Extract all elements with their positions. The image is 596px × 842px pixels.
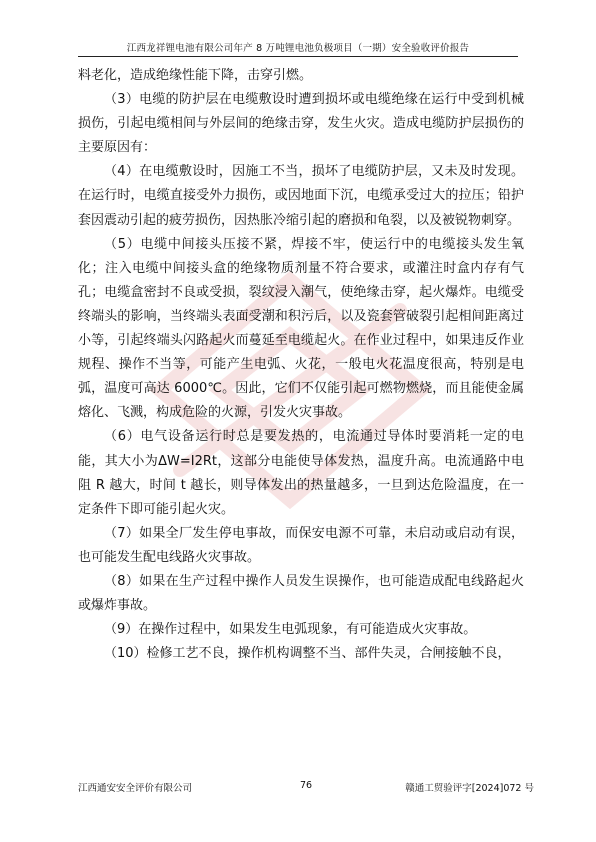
- paragraph: （3）电缆的防护层在电缆敷设时遭到损坏或电缆绝缘在运行中受到机械损伤，引起电缆相间与外层间的绝缘击穿，发生火灾。造成电缆防护层损伤的主要原因有：: [78, 92, 524, 156]
- paragraph: 料老化，造成绝缘性能下降，击穿引燃。: [78, 68, 313, 83]
- paragraph: （4）在电缆敷设时，因施工不当，损坏了电缆防护层，又未及时发现。在运行时，电缆直接受外力损伤，或因地面下沉，电缆承受过大的拉压；铅护套因震动引起的疲劳损伤，因热胀冷缩引起的磨损和龟裂，以及被锐物刺穿。: [78, 164, 524, 228]
- body-text: [78, 64, 524, 666]
- page-number: 76: [299, 780, 313, 791]
- paragraph: （6）电气设备运行时总是要发热的，电流通过导体时要消耗一定的电能，其大小为ΔW=I2Rt，这部分电能使导体发热，温度升高。电流通路中电阻 R 越大，时间 t 越长，则导体发出的热量越多，一旦到达危险温度，在一定条件下即可能引起火灾。: [78, 429, 524, 517]
- paragraph: （7）如果全厂发生停电事故，而保安电源不可靠，未启动或启动有误，也可能发生配电线路火灾事故。: [78, 525, 524, 565]
- paragraph: （5）电缆中间接头压接不紧，焊接不牢，使运行中的电缆接头发生氧化；注入电缆中间接头盒的绝缘物质剂量不符合要求，或灌注时盒内存有气孔；电缆盒密封不良或受损，裂纹浸入潮气，使绝缘击穿，起火爆炸。电缆受终端头的影响，当终端头表面受潮和积污后，以及瓷套管破裂引起相间距离过小等，引起终端头闪路起火而蔓延至电缆起火。在作业过程中，如果违反作业规程、操作不当等，可能产生电弧、火花，一般电火花温度很高，特别是电弧，温度可高达 6000℃。因此，它们不仅能引起可燃物燃烧，而且能使金属熔化、飞溅，构成危险的火源，引发火灾事故。: [78, 236, 524, 421]
- paragraph: （10）检修工艺不良，操作机构调整不当、部件失灵，合闸接触不良，: [104, 646, 511, 662]
- paragraph: （8）如果在生产过程中操作人员发生误操作，也可能造成配电线路起火或爆炸事故。: [78, 573, 524, 614]
- page-header: 江西龙祥锂电池有限公司年产 8 万吨锂电池负极项目（一期）安全验收评价报告: [126, 43, 470, 54]
- footer-company: 江西通安安全评价有限公司: [78, 783, 193, 794]
- report-number: 赣通工贸验评字[2024]072 号: [405, 783, 534, 794]
- paragraph: （9）在操作过程中，如果发生电弧现象，有可能造成火灾事故。: [104, 622, 477, 638]
- page-footer: [78, 780, 534, 796]
- header-rule: [78, 56, 518, 57]
